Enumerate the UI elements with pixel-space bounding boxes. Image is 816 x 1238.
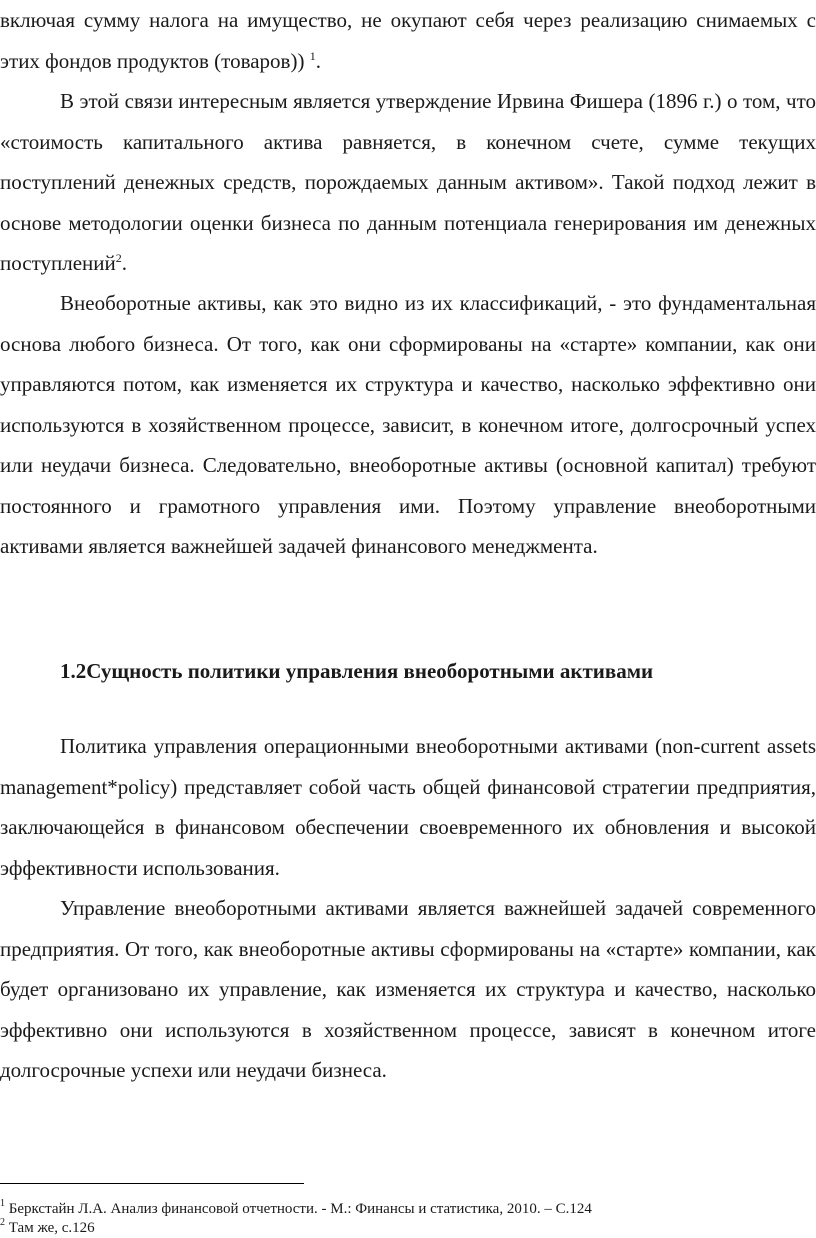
footnote-2 [0,1214,816,1238]
paragraph-1 [0,0,816,81]
footnote-2-text: Там же, с.126 [8,1220,95,1236]
paragraph-5-text: Управление внеоборотными активами является важнейшей задачей современного предприятия. От того, как внеоборотные активы сформированы на «старте» компании, как будет организовано их управление, как изменяется их структура и качество, насколько эффективно они используются в хозяйственном процессе, зависят в конечном итоге долгосрочные успехи или неудачи бизнеса. [0,896,816,1082]
footnote-ref-2[interactable]: 2 [115,251,122,265]
paragraph-2 [0,81,816,284]
footnote-ref-1[interactable]: 1 [309,48,316,63]
paragraph-1-tail: . [315,48,321,73]
paragraph-2-tail: . [121,251,127,275]
section-heading: 1.2Сущность политики управления внеоборотными активами [60,659,654,683]
paragraph-5 [0,888,816,1091]
footnote-1-text: Беркстайн Л.А. Анализ финансовой отчетности. - М.: Финансы и статистика, 2010. – С.124 [8,1201,592,1217]
footnote-separator [0,1183,304,1184]
paragraph-4-text: Политика управления операционными внеоборотными активами (non-current assets management*policy) представляет собой часть общей финансовой стратегии предприятия, заключающейся в финансовом обеспечении своевременного их обновления и высокой эффективности использования. [0,734,816,880]
paragraph-3 [0,283,816,567]
paragraph-2-text: В этой связи интересным является утверждение Ирвина Фишера (1896 г.) о том, что «стоимость капитального актива равняется, в конечном счете, сумме текущих поступлений денежных средств, порождаемых данным активом». Такой подход лежит в основе методологии оценки бизнеса по данным потенциала генерирования им денежных поступлений [0,89,816,275]
paragraph-4 [0,726,816,888]
footnote-2-mark: 2 [0,1217,5,1228]
paragraph-3-text: Внеоборотные активы, как это видно из их классификаций, - это фундаментальная основа любого бизнеса. От того, как они сформированы на «старте» компании, как они управляются потом, как изменяется их структура и качество, насколько эффективно они используются в хозяйственном процессе, зависит, в конечном итоге, долгосрочный успех или неудачи бизнеса. Следовательно, внеоборотные активы (основной капитал) требуют постоянного и грамотного управления ими. Поэтому управление внеоборотными активами является важнейшей задачей финансового менеджмента. [0,291,816,558]
footnote-1-mark: 1 [0,1198,5,1209]
paragraph-1-text: включая сумму налога на имущество, не окупают себя через реализацию снимаемых с этих фондов продуктов (товаров)) [0,8,816,73]
